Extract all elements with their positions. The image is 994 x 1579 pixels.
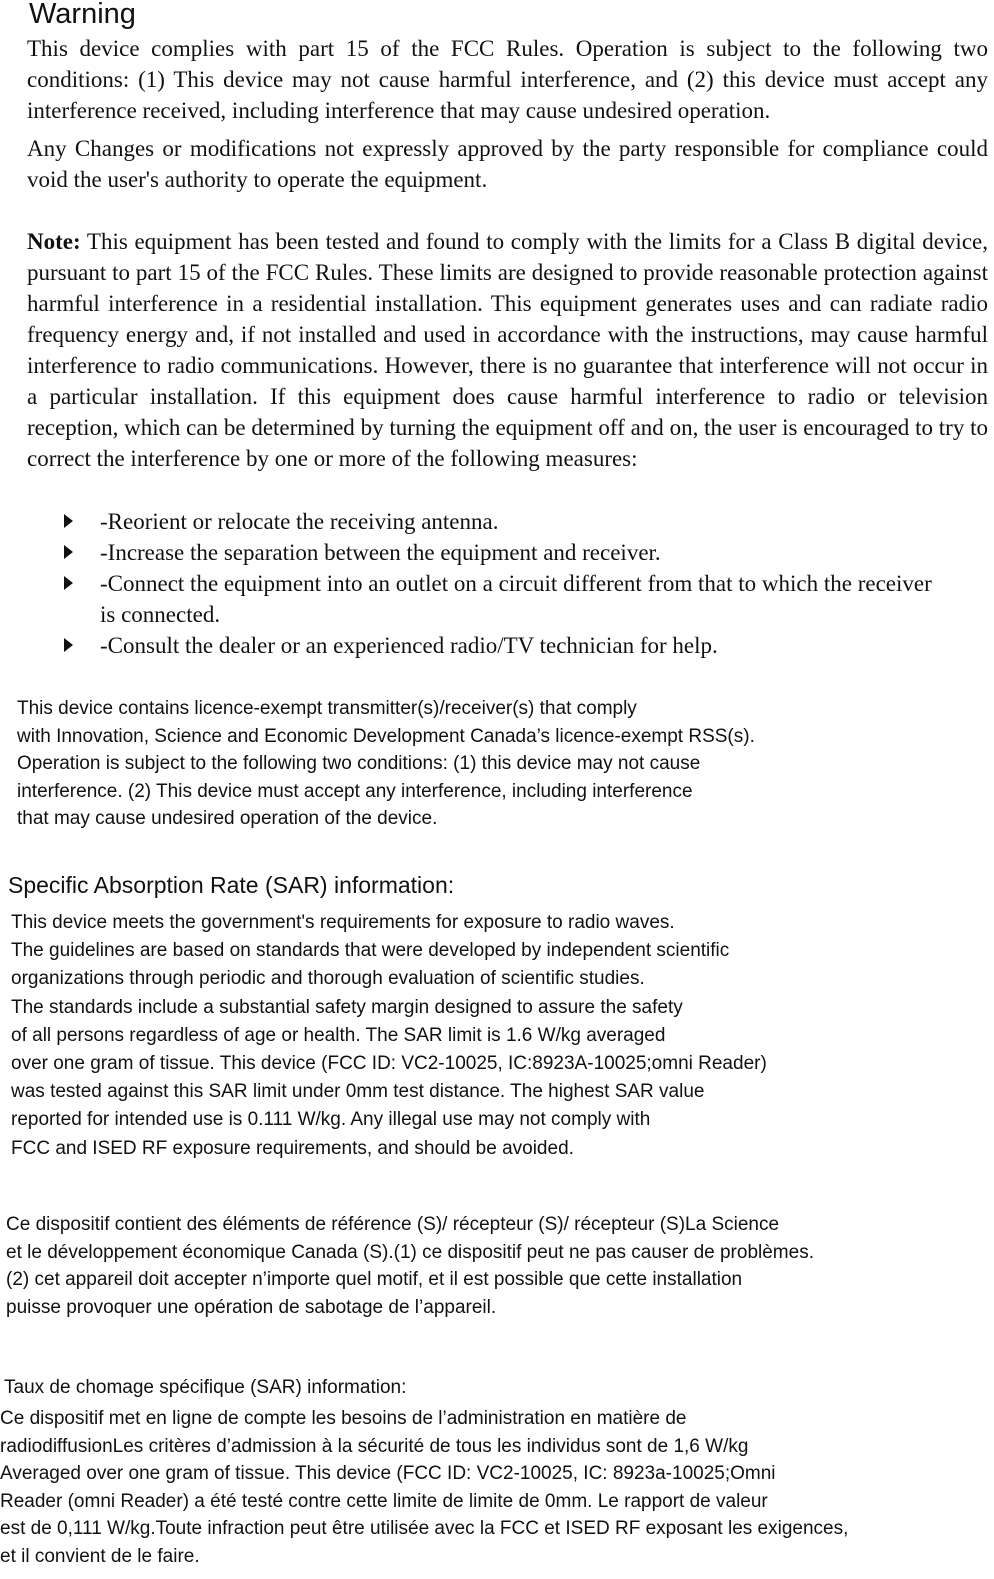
fcc-compliance-paragraph: This device complies with part 15 of the FCC Rules. Operation is subject to the following two conditions: (1) This device may not cause harmful interference, and (2) this device must accept any interference received, including interference that may cause undesired operation. — [27, 36, 988, 123]
measures-list — [64, 506, 934, 661]
fr-sar-body: Ce dispositif met en ligne de compte les besoins de l’administration en matière de radiodiffusionLes critères d’admission à la sécurité de tous les individus sont de 1,6 W/kg Averaged over one gram of tissue. This device (FCC ID: VC2-10025, IC: 8923a-10025;Omni Reader (omni Reader) a été testé contre cette limite de limite de 0mm. Le rapport de valeur est de 0,111 W/kg.Toute infraction peut être utilisée avec la FCC et ISED RF exposant les exigences, et il convient de le faire. — [0, 1408, 849, 1567]
list-item — [64, 506, 934, 537]
fr-ised-statement: Ce dispositif contient des éléments de référence (S)/ récepteur (S)/ récepteur (S)La Science et le développement économique Canada (S).(1) ce dispositif peut ne pas causer de problèmes. (2) cet appareil doit accepter n’importe quel motif, et il est possible que cette installation puisse provoquer une opération de sabotage de l’appareil. — [6, 1214, 814, 1318]
measure-text: -Reorient or relocate the receiving antenna. — [100, 509, 499, 534]
triangle-bullet-icon — [64, 638, 73, 652]
list-item — [64, 568, 934, 630]
measure-text: -Increase the separation between the equipment and receiver. — [100, 540, 661, 565]
list-item — [64, 630, 934, 661]
ised-statement: This device contains licence-exempt transmitter(s)/receiver(s) that comply with Innovation, Science and Economic Development Canada’s licence-exempt RSS(s). Operation is subject to the following two conditions: (1) this device may not cause interference. (2) This device must accept any interference, including interference that may cause undesired operation of the device. — [17, 698, 755, 829]
fr-sar-heading: Taux de chomage spécifique (SAR) information: — [4, 1377, 407, 1398]
sar-heading: Specific Absorption Rate (SAR) information: — [8, 872, 455, 898]
fcc-note-paragraph — [27, 226, 988, 474]
measure-text: -Consult the dealer or an experienced radio/TV technician for help. — [100, 633, 718, 658]
triangle-bullet-icon — [64, 545, 73, 559]
note-label: Note: — [27, 229, 81, 254]
list-item — [64, 537, 934, 568]
measure-text: -Connect the equipment into an outlet on a circuit different from that to which the receiver is connected. — [100, 571, 932, 627]
triangle-bullet-icon — [64, 576, 73, 590]
triangle-bullet-icon — [64, 514, 73, 528]
warning-heading: Warning — [29, 0, 136, 30]
sar-body: This device meets the government's requirements for exposure to radio waves. The guidelines are based on standards that were developed by independent scientific organizations through periodic and thorough evaluation of scientific studies. The standards include a substantial safety margin designed to assure the safety of all persons regardless of age or health. The SAR limit is 1.6 W/kg averaged over one gram of tissue. This device (FCC ID: VC2-10025, IC:8923A-10025;omni Reader) was tested against this SAR limit under 0mm test distance. The highest SAR value reported for intended use is 0.111 W/kg. Any illegal use may not comply with FCC and ISED RF exposure requirements, and should be avoided. — [11, 912, 767, 1159]
note-text: This equipment has been tested and found to comply with the limits for a Class B digital device, pursuant to part 15 of the FCC Rules. These limits are designed to provide reasonable protection against harmful interference in a residential installation. This equipment generates uses and can radiate radio frequency energy and, if not installed and used in accordance with the instructions, may cause harmful interference to radio communications. However, there is no guarantee that interference will not occur in a particular installation. If this equipment does cause harmful interference to radio or television reception, which can be determined by turning the equipment off and on, the user is encouraged to try to correct the interference by one or more of the following measures: — [27, 229, 988, 471]
fcc-changes-paragraph: Any Changes or modifications not expressly approved by the party responsible for compliance could void the user's authority to operate the equipment. — [27, 136, 988, 192]
